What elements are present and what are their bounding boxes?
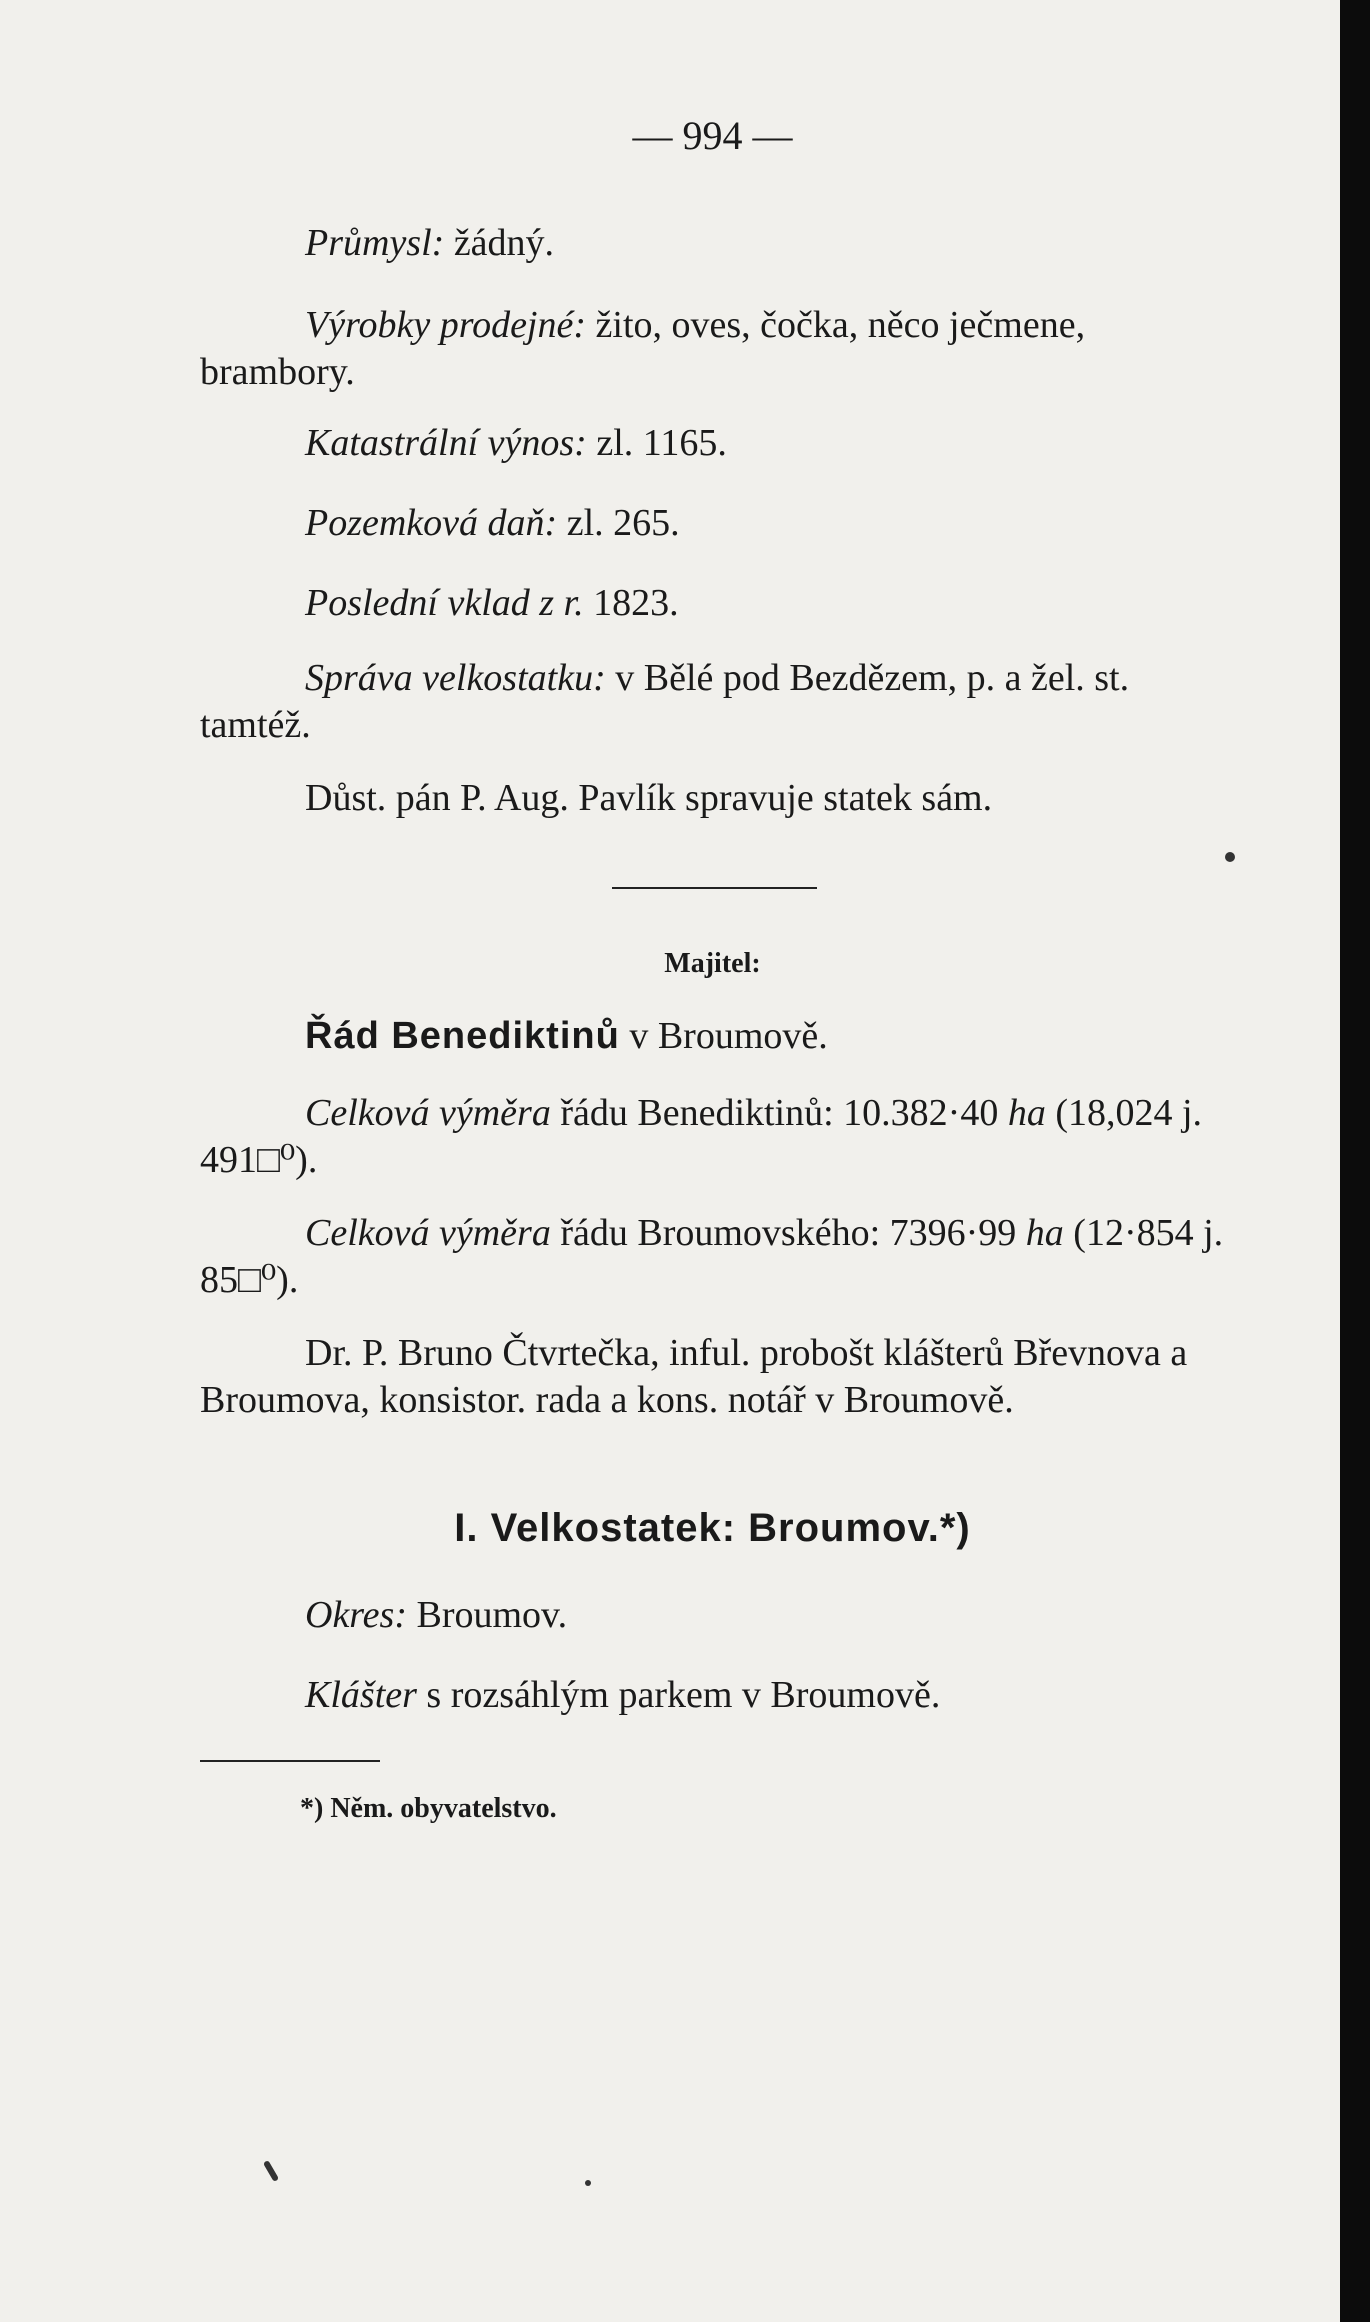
- okres-line: [200, 1592, 1225, 1639]
- owner-line: [200, 1013, 1225, 1060]
- celkova-vymera-1: [200, 1090, 1225, 1184]
- celkova2-unit: ha: [1025, 1212, 1064, 1254]
- sprava-label: Správa velkostatku:: [305, 657, 606, 699]
- vyrobky-label: Výrobky prodejné:: [305, 304, 587, 346]
- page-number: — 994 —: [632, 113, 793, 158]
- majitel-heading: Majitel:: [664, 948, 761, 979]
- scan-edge: [1340, 0, 1370, 2322]
- celkova1-value: řádu Benediktinů: 10.382·40: [560, 1092, 999, 1134]
- celkova2-value: řádu Broumovského: 7396·99: [560, 1212, 1017, 1254]
- klaster-label: Klášter: [305, 1674, 417, 1716]
- divider: [612, 887, 817, 889]
- vyrobky-value: žito, oves, čočka, něco ječmene, brambory.: [200, 304, 1086, 393]
- owner-name: Řád Benediktinů: [305, 1015, 620, 1057]
- ink-speck: [1225, 852, 1235, 862]
- ink-speck: [263, 2160, 279, 2182]
- klaster-value: s rozsáhlým parkem v Broumově.: [426, 1674, 941, 1716]
- okres-value: Broumov.: [416, 1594, 568, 1636]
- prumysl-line: [200, 220, 1225, 267]
- dr-paragraph: Dr. P. Bruno Čtvrtečka, inful. probošt klášterů Břevnova a Broumova, konsistor. rada a kons. notář v Broumově.: [200, 1332, 1188, 1421]
- dust-line: Důst. pán P. Aug. Pavlík spravuje statek sám.: [305, 777, 993, 819]
- celkova-vymera-2: [200, 1210, 1225, 1304]
- owner-location: v Broumově.: [629, 1015, 828, 1057]
- okres-label: Okres:: [305, 1594, 407, 1636]
- dan-value: zl. 265.: [566, 502, 680, 544]
- vklad-line: [200, 580, 1225, 627]
- dan-label: Pozemková daň:: [305, 502, 558, 544]
- estate-heading: I. Velkostatek: Broumov.*): [454, 1506, 971, 1550]
- dan-line: [200, 500, 1225, 547]
- celkova1-extra: (18,024 j. 491□⁰).: [200, 1092, 1203, 1181]
- katastr-value: zl. 1165.: [596, 422, 727, 464]
- vklad-label: Poslední vklad z r.: [305, 582, 584, 624]
- footnote: *) Něm. obyvatelstvo.: [300, 1793, 557, 1824]
- vklad-value: 1823.: [593, 582, 679, 624]
- prumysl-label: Průmysl:: [305, 222, 445, 264]
- prumysl-value: žádný.: [453, 222, 555, 264]
- celkova1-label: Celková výměra: [305, 1092, 551, 1134]
- ink-speck: [585, 2180, 591, 2186]
- sprava-value: v Bělé pod Bezdězem, p. a žel. st. tamtéž.: [200, 657, 1130, 746]
- sprava-line: [200, 655, 1225, 749]
- katastr-label: Katastrální výnos:: [305, 422, 587, 464]
- footnote-rule: [200, 1760, 380, 1762]
- celkova2-label: Celková výměra: [305, 1212, 551, 1254]
- celkova2-extra: (12·854 j. 85□⁰).: [200, 1212, 1224, 1301]
- vyrobky-line: [200, 302, 1225, 396]
- klaster-line: [200, 1672, 1225, 1719]
- celkova1-unit: ha: [1007, 1092, 1046, 1134]
- katastr-line: [200, 420, 1225, 467]
